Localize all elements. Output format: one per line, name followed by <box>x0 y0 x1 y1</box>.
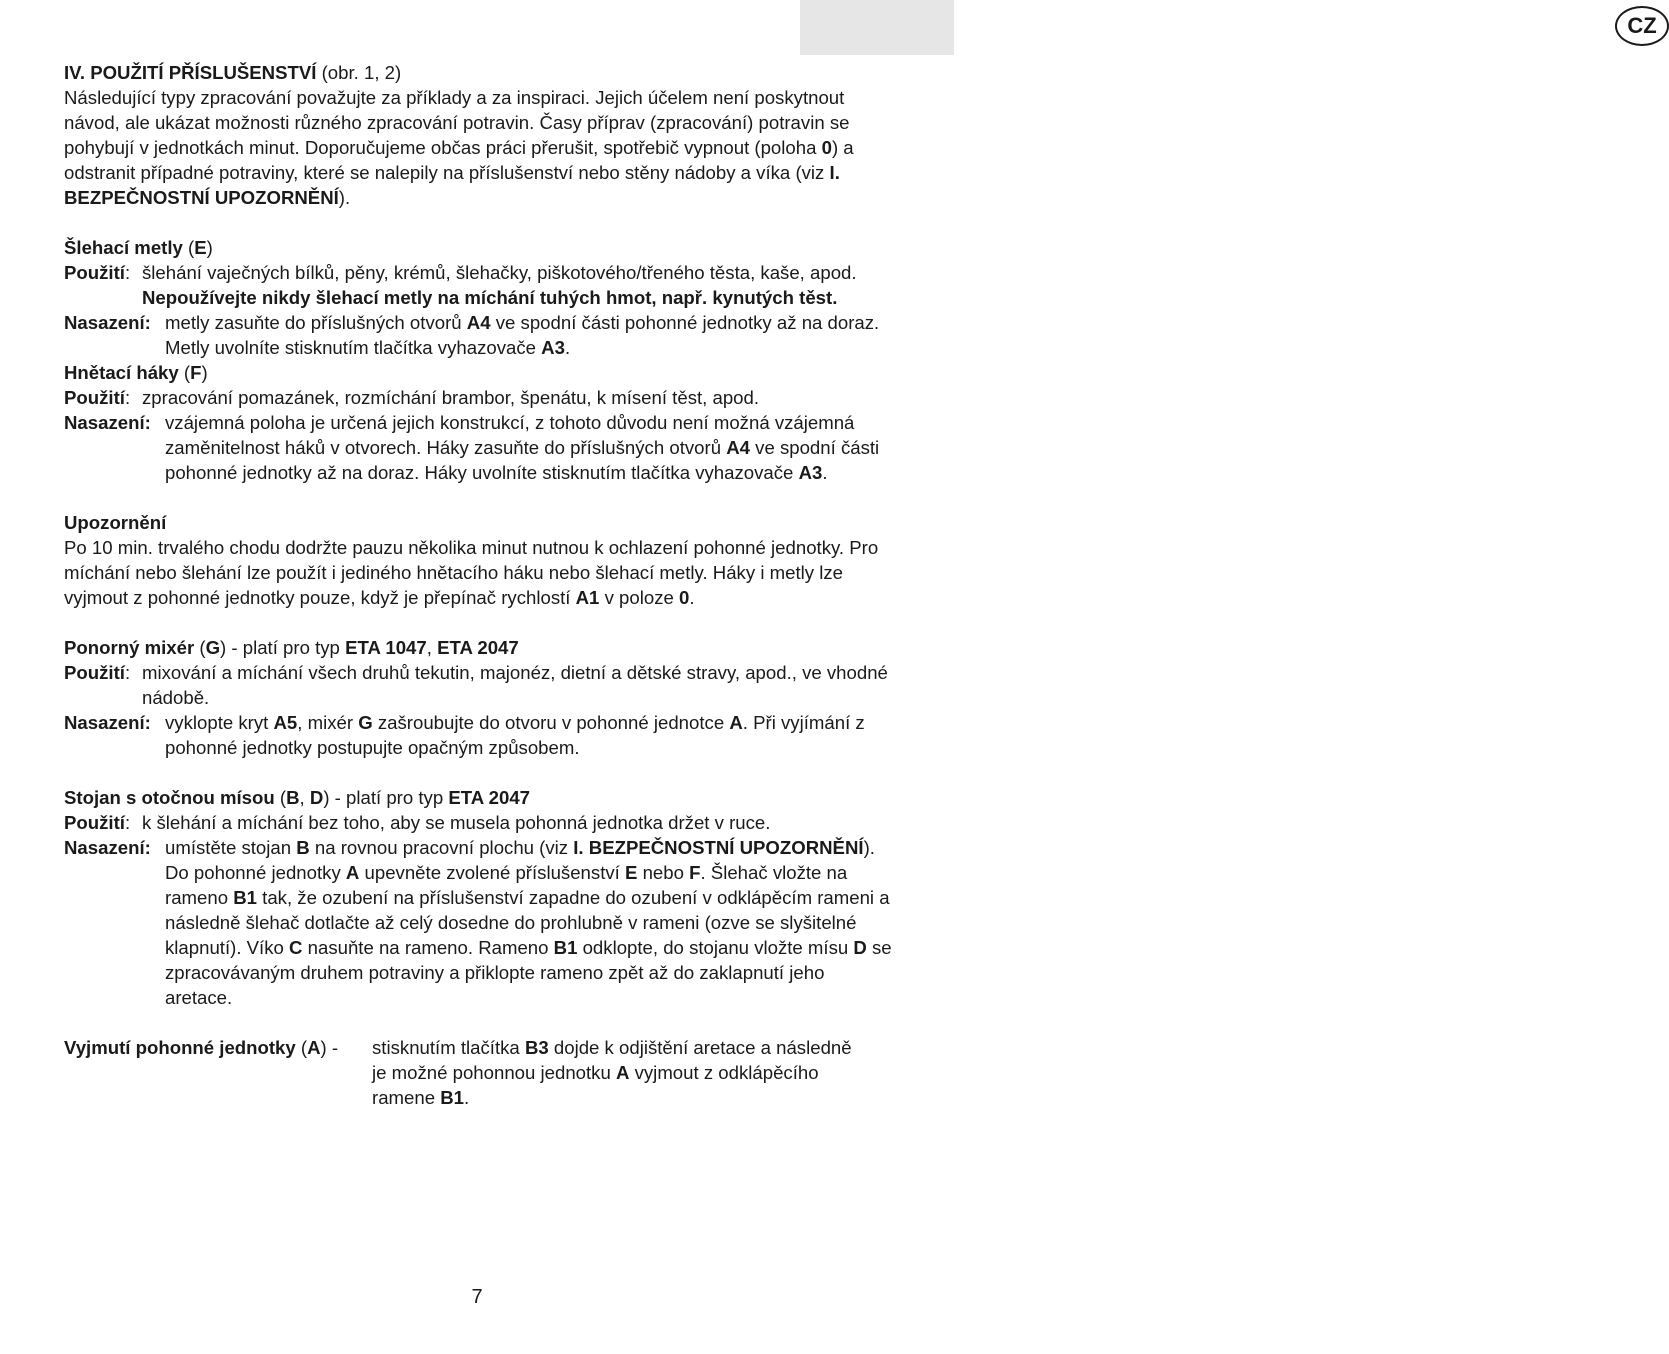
stand-heading: Stojan s otočnou mísou (B, D) - platí pro typ ETA 2047 <box>64 787 531 808</box>
blender-heading: Ponorný mixér (G) - platí pro typ ETA 1047, ETA 2047 <box>64 637 519 658</box>
blender-use: Použití: mixování a míchání všech druhů tekutin, majonéz, dietní a dětské stravy, apod., ve vhodné nádobě. <box>64 662 888 708</box>
remove-unit: Vyjmutí pohonné jednotky (A) - stisknutím tlačítka B3 dojde k odjištění aretace a následně je možné pohonnou jednotku A vyjmout z odklápěcího ramene B1. <box>64 1037 852 1108</box>
language-tab <box>800 0 1657 55</box>
intro-paragraph: Následující typy zpracování považujte za příklady a za inspiraci. Jejich účelem není poskytnout návod, ale ukázat možnosti různého zpracování potravin. Časy příprav (zpracování) potravin se pohybují v jednotkách minut. Doporučujeme občas práci přerušit, spotřebič vypnout (poloha 0) a odstranit případné potraviny, které se nalepily na příslušenství nebo stěny nádoby a víka (viz I. BEZPEČNOSTNÍ UPOZORNĚNÍ). <box>64 87 854 208</box>
stand-fitting: Nasazení: umístěte stojan B na rovnou pracovní plochu (viz I. BEZPEČNOSTNÍ UPOZORNĚNÍ). Do pohonné jednotky A upevněte zvolené příslušenství E nebo F. Šlehač vložte na rameno B1 tak, že ozubení na příslušenství zapadne do ozubení v odklápěcím rameni a následně šlehač dotlačte až celý dosedne do prohlubně v rameni (ozve se slyšitelné klapnutí). Víko C nasuňte na rameno. Rameno B1 odklopte, do stojanu vložte mísu D se zpracovávaným druhem potraviny a přiklopte rameno zpět až do zaklapnutí jeho aretace. <box>64 837 892 1008</box>
language-badge: CZ <box>1615 6 1669 46</box>
hook-heading: Hnětací háky (F) <box>64 362 208 383</box>
warning-paragraph: Po 10 min. trvalého chodu dodržte pauzu několika minut nutnou k ochlazení pohonné jednotky. Pro míchání nebo šlehání lze použít i jediného hnětacího háku nebo šlehací metly. Háky i metly lze vyjmout z pohonné jednotky pouze, když je přepínač rychlostí A1 v poloze 0. <box>64 537 879 608</box>
hook-use: Použití: zpracování pomazánek, rozmíchání brambor, špenátu, k mísení těst, apod. <box>64 387 760 408</box>
document-body <box>64 60 894 1110</box>
hook-fitting: Nasazení: vzájemná poloha je určená jejich konstrukcí, z tohoto důvodu není možná vzájemná zaměnitelnost háků v otvorech. Háky zasuňte do příslušných otvorů A4 ve spodní části pohonné jednotky až na doraz. Háky uvolníte stisknutím tlačítka vyhazovače A3. <box>64 412 880 483</box>
blender-fitting: Nasazení: vyklopte kryt A5, mixér G zašroubujte do otvoru v pohonné jednotce A. Při vyjímání z pohonné jednotky postupujte opačným způsobem. <box>64 712 865 758</box>
page-number: 7 <box>471 1286 483 1308</box>
whisk-heading: Šlehací metly (E) <box>64 237 213 258</box>
section-title: IV. POUŽITÍ PŘÍSLUŠENSTVÍ (obr. 1, 2) <box>64 62 402 83</box>
whisk-fitting: Nasazení: metly zasuňte do příslušných otvorů A4 ve spodní části pohonné jednotky až na doraz. Metly uvolníte stisknutím tlačítka vyhazovače A3. <box>64 312 880 358</box>
warning-heading: Upozornění <box>64 512 167 533</box>
stand-use: Použití: k šlehání a míchání bez toho, aby se musela pohonná jednotka držet v ruce. <box>64 812 771 833</box>
whisk-use: Použití: šlehání vaječných bílků, pěny, krémů, šlehačky, piškotového/třeného těsta, kaše, apod. Nepoužívejte nikdy šlehací metly na míchání tuhých hmot, např. kynutých těst. <box>64 262 857 308</box>
